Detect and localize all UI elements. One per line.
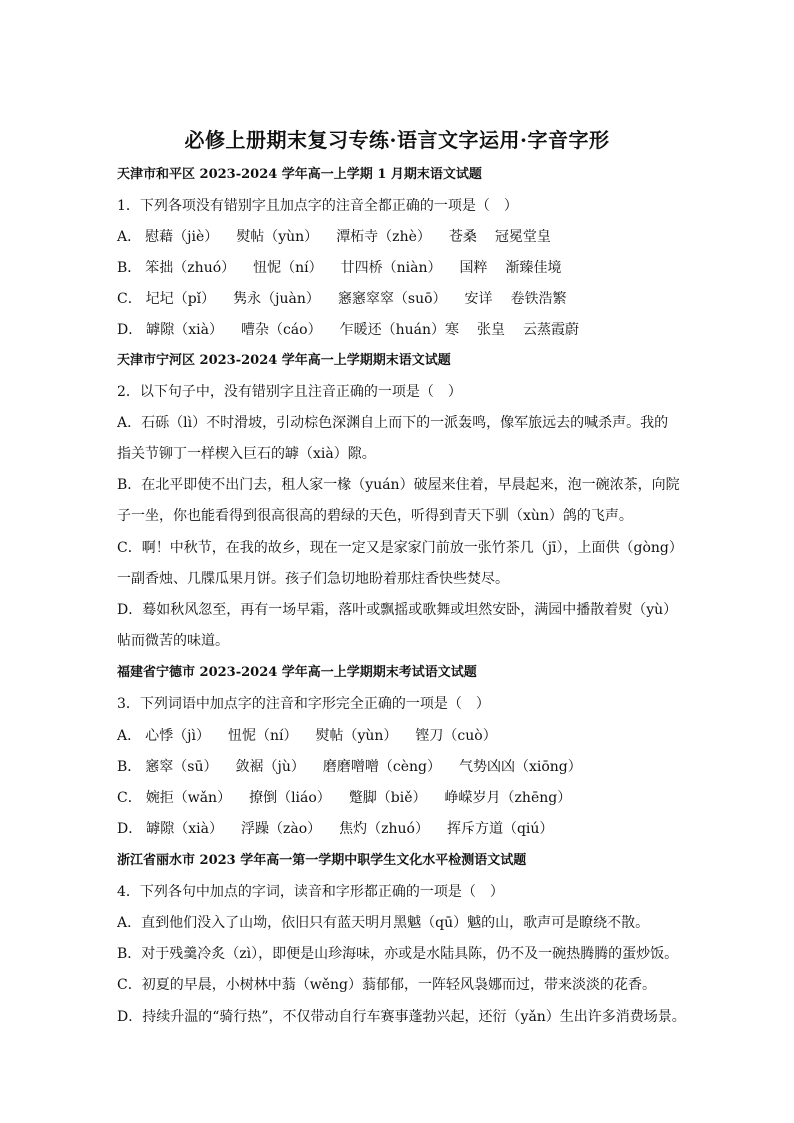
option-letter: D． xyxy=(117,322,143,338)
option-item: 铿刀（cuò） xyxy=(415,728,497,744)
option-text-line: D．持续升温的“骑行热”，不仅带动自行车赛事蓬勃兴起，还衍（yǎn）生出许多消费场景。 xyxy=(117,1009,686,1025)
source-line: 天津市宁河区 2023-2024 学年高一上学期期末语文试题 xyxy=(117,353,451,368)
option-letter: B． xyxy=(117,260,142,276)
option-text-line: B．在北平即使不出门去，租人家一椽（yuán）破屋来住着，早晨起来，泡一碗浓茶，向院 xyxy=(117,477,680,493)
option-item: 婉拒（wǎn） xyxy=(145,790,232,806)
option-text-line: A．直到他们没入了山坳，依旧只有蓝天明月黑魆（qū）魆的山，歌声可是瞭绕不散。 xyxy=(117,915,650,931)
option-text-line: 帖而微苦的味道。 xyxy=(117,633,229,649)
question-stem: 3．下列词语中加点字的注音和字形完全正确的一项是（ ） xyxy=(117,696,490,712)
page-title: 必修上册期末复习专练·语言文字运用·字音字形 xyxy=(184,128,610,152)
option-item: 慰藉（jiè） xyxy=(145,229,219,245)
option-item: 乍暖还（huán）寒 xyxy=(339,322,459,338)
option-text-line: C．初夏的早晨，小树林中蓊（wěng）蓊郁郁，一阵轻风袅娜而过，带来淡淡的花香。 xyxy=(117,977,656,993)
option-row xyxy=(117,321,697,339)
question-stem: 1．下列各项没有错别字且加点字的注音全都正确的一项是（ ） xyxy=(117,198,518,214)
option-row xyxy=(117,259,697,277)
option-row xyxy=(117,290,697,308)
option-item: 焦灼（zhuó） xyxy=(339,821,429,837)
option-item: 浮躁（zào） xyxy=(240,821,322,837)
option-item: 峥嵘岁月（zhēng） xyxy=(444,790,572,806)
option-letter: B． xyxy=(117,759,142,775)
option-item: 潭柘寺（zhè） xyxy=(336,229,431,245)
question-stem: 4．下列各句中加点的字词，读音和字形都正确的一项是（ ） xyxy=(117,884,504,900)
option-row xyxy=(117,727,697,745)
option-item: 安详 xyxy=(464,291,493,307)
option-item: 磨磨噌噌（cèng） xyxy=(322,759,441,775)
option-item: 敛裾（jù） xyxy=(235,759,305,775)
option-item: 忸怩（ní） xyxy=(253,260,323,276)
option-letter: A． xyxy=(117,229,142,245)
option-item: 渐臻佳境 xyxy=(505,260,562,276)
option-row xyxy=(117,758,697,776)
option-item: 忸怩（ní） xyxy=(227,728,298,744)
option-item: 廿四桥（niàn） xyxy=(340,260,442,276)
source-line: 福建省宁德市 2023-2024 学年高一上学期期末考试语文试题 xyxy=(117,665,477,680)
question-stem: 2．以下句子中，没有错别字且注音正确的一项是（ ） xyxy=(117,384,462,400)
option-text-line: A．石砾（lì）不时滑坡，引动棕色深渊自上而下的一派轰鸣，像军旅远去的喊杀声。我的 xyxy=(117,415,669,431)
option-row xyxy=(117,820,697,838)
option-item: 国粹 xyxy=(459,260,488,276)
option-text-line: C．啊！中秋节，在我的故乡，现在一定又是家家门前放一张竹茶几（jī），上面供（gòng） xyxy=(117,540,683,556)
option-letter: A． xyxy=(117,728,142,744)
option-item: 圮圮（pǐ） xyxy=(145,291,216,307)
option-item: 张皇 xyxy=(477,322,505,338)
option-text-line: D．蓦如秋风忽至，再有一场早霜，落叶或飘摇或歌舞或坦然安卧，满园中播散着熨（yù） xyxy=(117,602,678,618)
option-item: 窸窸窣窣（suō） xyxy=(337,291,447,307)
option-text-line: 子一坐，你也能看得到很高很高的碧绿的天色，听得到青天下驯（xùn）鸽的飞声。 xyxy=(117,508,633,524)
option-text-line: 指关节铆丁一样楔入巨石的罅（xià）隙。 xyxy=(117,446,376,462)
option-row xyxy=(117,228,697,246)
option-letter: C． xyxy=(117,291,142,307)
option-letter: C． xyxy=(117,790,142,806)
option-item: 气势凶凶（xiōng） xyxy=(458,759,582,775)
source-line: 浙江省丽水市 2023 学年高一第一学期中职学生文化水平检测语文试题 xyxy=(117,853,527,868)
option-item: 挥斥方道（qiú） xyxy=(446,821,554,837)
option-item: 卷铁浩繁 xyxy=(510,291,567,307)
option-item: 罅隙（xià） xyxy=(146,821,223,837)
option-item: 笨拙（zhuó） xyxy=(145,260,236,276)
source-line: 天津市和平区 2023-2024 学年高一上学期 1 月期末语文试题 xyxy=(117,167,482,182)
option-item: 撩倒（liáo） xyxy=(249,790,331,806)
option-item: 云蒸霞蔚 xyxy=(523,322,579,338)
option-item: 心悸（jì） xyxy=(145,728,210,744)
option-item: 隽永（juàn） xyxy=(233,291,320,307)
option-item: 蹩脚（biě） xyxy=(348,790,427,806)
option-text-line: 一副香烛、几牒瓜果月饼。孩子们急切地盼着那炷香快些焚尽。 xyxy=(117,571,509,587)
option-item: 冠冕堂皇 xyxy=(494,229,551,245)
option-item: 熨帖（yùn） xyxy=(236,229,319,245)
option-item: 熨帖（yùn） xyxy=(315,728,398,744)
option-row xyxy=(117,789,697,807)
option-letter: D． xyxy=(117,821,143,837)
option-text-line: B．对于残羹冷炙（zì），即便是山珍海味，亦或是水陆具陈，仍不及一碗热腾腾的蛋炒饭。 xyxy=(117,946,679,962)
option-item: 苍桑 xyxy=(448,229,477,245)
option-item: 嘈杂（cáo） xyxy=(240,322,322,338)
option-item: 罅隙（xià） xyxy=(146,322,223,338)
option-item: 窸窣（sū） xyxy=(145,759,218,775)
